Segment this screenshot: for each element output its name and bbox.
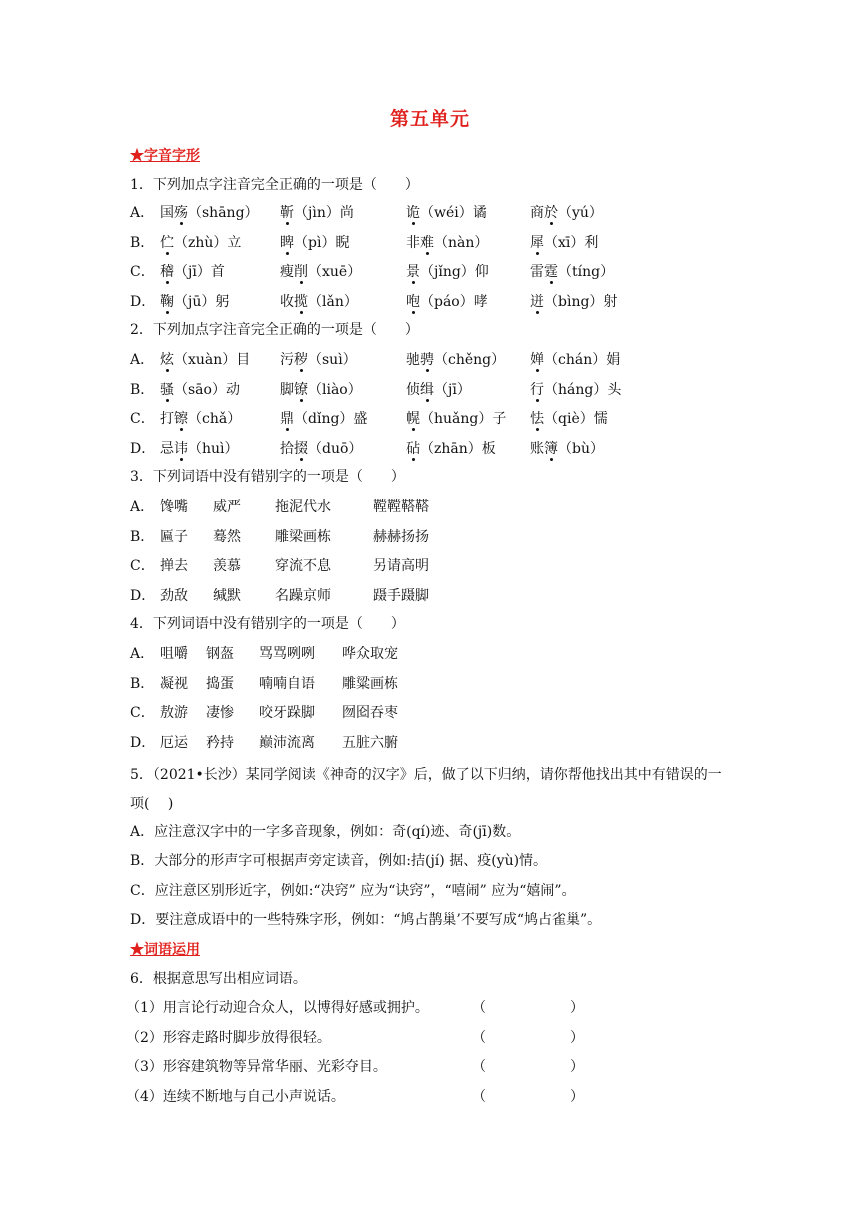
dotted-character: 炫 [160,352,174,368]
option-word: 掸去 [160,558,188,574]
dotted-character: 咆 [406,293,420,310]
option-word: 凄惨 [206,705,234,721]
item-text: （1）用言论行动迎合众人，以博得好感或拥护。 [126,1000,429,1016]
option-term: 迸（bìng）射 [530,293,618,310]
option-term: 雷霆（tíng） [530,264,615,280]
option-word: 缄默 [213,587,241,604]
option-term: 怯（qiè）懦 [530,411,608,427]
option-term: 打镲（chǎ） [160,411,242,427]
option-word: 厄运 [160,734,188,751]
option-term: 驰骋（chěng） [406,352,506,368]
dotted-character: 幌 [406,411,420,427]
dotted-character: 殇 [174,205,188,221]
dotted-character: 难 [420,234,434,251]
option-letter: B． [130,675,155,692]
dotted-character: 景 [406,264,420,280]
option-word: 钢盔 [206,646,234,662]
item-text: （3）形容建筑物等异常华丽、光彩夺目。 [126,1059,387,1075]
dotted-character: 簿 [544,440,558,457]
option-word: 蓦然 [213,528,241,545]
dotted-character: 镣 [294,381,308,398]
option-term: 犀（xī）利 [530,234,599,251]
question-1-option-a [130,203,750,223]
option-word: 哗众取宠 [342,646,398,662]
question-2-option-c [130,409,750,429]
option-letter: C． [130,558,155,574]
dotted-character: 伫 [160,234,174,251]
option-term: 拾掇（duō） [280,440,363,457]
option-word: 名躁京师 [275,587,331,604]
option-word: 骂骂咧咧 [259,646,315,662]
question-6-item-1 [126,998,746,1018]
option-word: 矜持 [206,734,234,751]
dotted-character: 鼎 [280,411,294,427]
item-text: （2）形容走路时脚步放得很轻。 [126,1029,331,1046]
option-word: 五脏六腑 [342,734,398,751]
question-4-option-a [130,644,750,664]
option-word: 另请高明 [373,558,429,574]
option-term: 脚镣（liào） [280,381,362,398]
answer-blank-close[interactable]: ） [570,1000,584,1016]
option-letter: C． [130,411,155,427]
dotted-character: 诡 [406,205,420,221]
question-4-option-c [130,703,750,723]
section-heading-vocabulary: ★词语运用 [130,942,200,958]
answer-blank-open[interactable]: （ [472,1059,486,1075]
dotted-character: 犀 [530,234,544,251]
option-term: 骚（sāo）动 [160,381,240,398]
dotted-character: 揽 [294,293,308,310]
option-word: 鞺鞺鞳鞳 [373,499,429,515]
question-1-option-d [130,292,750,312]
dotted-character: 掇 [294,440,308,457]
dotted-character: 鞠 [160,293,174,310]
answer-blank-close[interactable]: ） [570,1059,584,1075]
dotted-character: 迸 [530,293,544,310]
option-term: 景（jǐng）仰 [406,264,489,280]
option-word: 囫囵吞枣 [342,705,398,721]
section-heading-pronunciation: ★字音字形 [130,148,200,164]
option-letter: C． [130,264,155,280]
dotted-character: 削 [294,264,308,280]
question-5-option-d: D．要注意成语中的一些特殊字形，例如：“鸠占鹊巢’不要写成“鸠占雀巢”。 [130,912,602,928]
option-letter: B． [130,234,155,251]
option-term: 砧（zhān）板 [406,440,496,457]
option-term: 睥（pì）睨 [280,234,350,251]
option-letter: A． [130,205,155,221]
option-word: 赫赫扬扬 [373,528,429,545]
option-word: 羡慕 [213,558,241,574]
option-letter: A． [130,352,155,368]
question-4-stem: 4．下列词语中没有错别字的一项是（ ） [130,616,405,632]
option-letter: B． [130,528,155,545]
answer-blank-open[interactable]: （ [472,1000,486,1016]
option-word: 劲敌 [160,587,188,604]
dotted-character: 於 [544,205,558,221]
question-3-option-d [130,586,750,606]
dotted-character: 缉 [420,381,434,398]
option-word: 匾子 [160,528,188,545]
question-5-option-c: C．应注意区别形近字，例如:“决窍” 应为“诀窍”，“嘻闹” 应为“嬉闹”。 [130,883,576,899]
option-letter: D． [130,587,156,604]
option-word: 咬牙跺脚 [259,705,315,721]
answer-blank-open[interactable]: （ [472,1029,486,1046]
question-3-option-c [130,556,750,576]
question-2-option-a [130,350,750,370]
question-6-item-2 [126,1028,746,1048]
option-term: 商於（yú） [530,205,603,221]
answer-blank-open[interactable]: （ [472,1088,486,1105]
option-letter: A． [130,646,155,662]
answer-blank-close[interactable]: ） [570,1029,584,1046]
dotted-character: 婵 [530,352,544,368]
option-term: 咆（páo）哮 [406,293,488,310]
option-letter: D． [130,293,156,310]
dotted-character: 靳 [280,205,294,221]
dotted-character: 骋 [420,352,434,368]
option-term: 稽（jī）首 [160,264,225,280]
dotted-character: 骚 [160,381,174,398]
question-2-option-b [130,380,750,400]
dotted-character: 讳 [174,440,188,457]
question-5-option-b: B．大部分的形声字可根据声旁定读音，例如:拮(jí) 据、疫(yù)情。 [130,853,548,869]
option-word: 咀嚼 [160,646,188,662]
option-word: 雕粱画栋 [342,675,398,692]
option-word: 威严 [213,499,241,515]
option-letter: A． [130,499,155,515]
option-letter: C． [130,705,155,721]
option-term: 国殇（shāng） [160,205,259,221]
option-letter: D． [130,734,156,751]
question-6-item-4 [126,1087,746,1107]
question-5-option-a: A．应注意汉字中的一字多音现象，例如：奇(qí)迹、奇(jī)数。 [130,824,521,840]
option-word: 穿流不息 [275,558,331,574]
option-term: 瘦削（xuē） [280,264,362,280]
option-word: 凝视 [160,675,188,692]
option-term: 忌讳（huì） [160,440,239,457]
option-word: 雕梁画栋 [275,528,331,545]
option-word: 馋嘴 [160,499,188,515]
option-letter: B． [130,381,155,398]
option-word: 敖游 [160,705,188,721]
option-term: 诡（wéi）谲 [406,205,487,221]
option-word: 巅沛流离 [259,734,315,751]
question-1-stem: 1．下列加点字注音完全正确的一项是（ ） [130,177,419,193]
question-5-stem: 5．（2021•长沙）某同学阅读《神奇的汉字》后，做了以下归纳，请你帮他找出其中有错误的一项( ) [130,767,722,812]
option-word: 蹑手蹑脚 [373,587,429,604]
option-term: 污秽（suì） [280,352,357,368]
dotted-character: 怯 [530,411,544,427]
option-term: 靳（jìn）尚 [280,205,354,221]
dotted-character: 霆 [544,264,558,280]
option-term: 侦缉（jī） [406,381,471,398]
option-word: 喃喃自语 [259,675,315,692]
dotted-character: 行 [530,381,544,398]
item-text: （4）连续不断地与自己小声说话。 [126,1088,345,1105]
dotted-character: 镲 [174,411,188,427]
option-term: 账簿（bù） [530,440,604,457]
option-term: 非难（nàn） [406,234,489,251]
option-term: 炫（xuàn）目 [160,352,251,368]
dotted-character: 睥 [280,234,294,251]
answer-blank-close[interactable]: ） [570,1088,584,1105]
option-term: 收揽（lǎn） [280,293,358,310]
option-term: 伫（zhù）立 [160,234,242,251]
dotted-character: 秽 [294,352,308,368]
question-1-option-b [130,233,750,253]
question-6-stem: 6．根据意思写出相应词语。 [130,971,307,987]
option-term: 婵（chán）娟 [530,352,621,368]
page-title: 第五单元 [389,108,470,130]
question-3-stem: 3．下列词语中没有错别字的一项是（ ） [130,469,405,485]
question-3-option-b [130,527,750,547]
option-word: 捣蛋 [206,675,234,692]
option-term: 鼎（dǐng）盛 [280,411,368,427]
option-term: 幌（huǎng）子 [406,411,507,427]
option-term: 鞠（jū）躬 [160,293,230,310]
question-4-option-b [130,674,750,694]
question-2-stem: 2．下列加点字注音完全正确的一项是（ ） [130,322,419,338]
option-letter: D． [130,440,156,457]
question-3-option-a [130,497,750,517]
question-1-option-c [130,262,750,282]
dotted-character: 稽 [160,264,174,280]
option-term: 行（háng）头 [530,381,622,398]
question-2-option-d [130,439,750,459]
dotted-character: 砧 [406,440,420,457]
question-6-item-3 [126,1057,746,1077]
option-word: 拖泥代水 [275,499,331,515]
question-4-option-d [130,733,750,753]
